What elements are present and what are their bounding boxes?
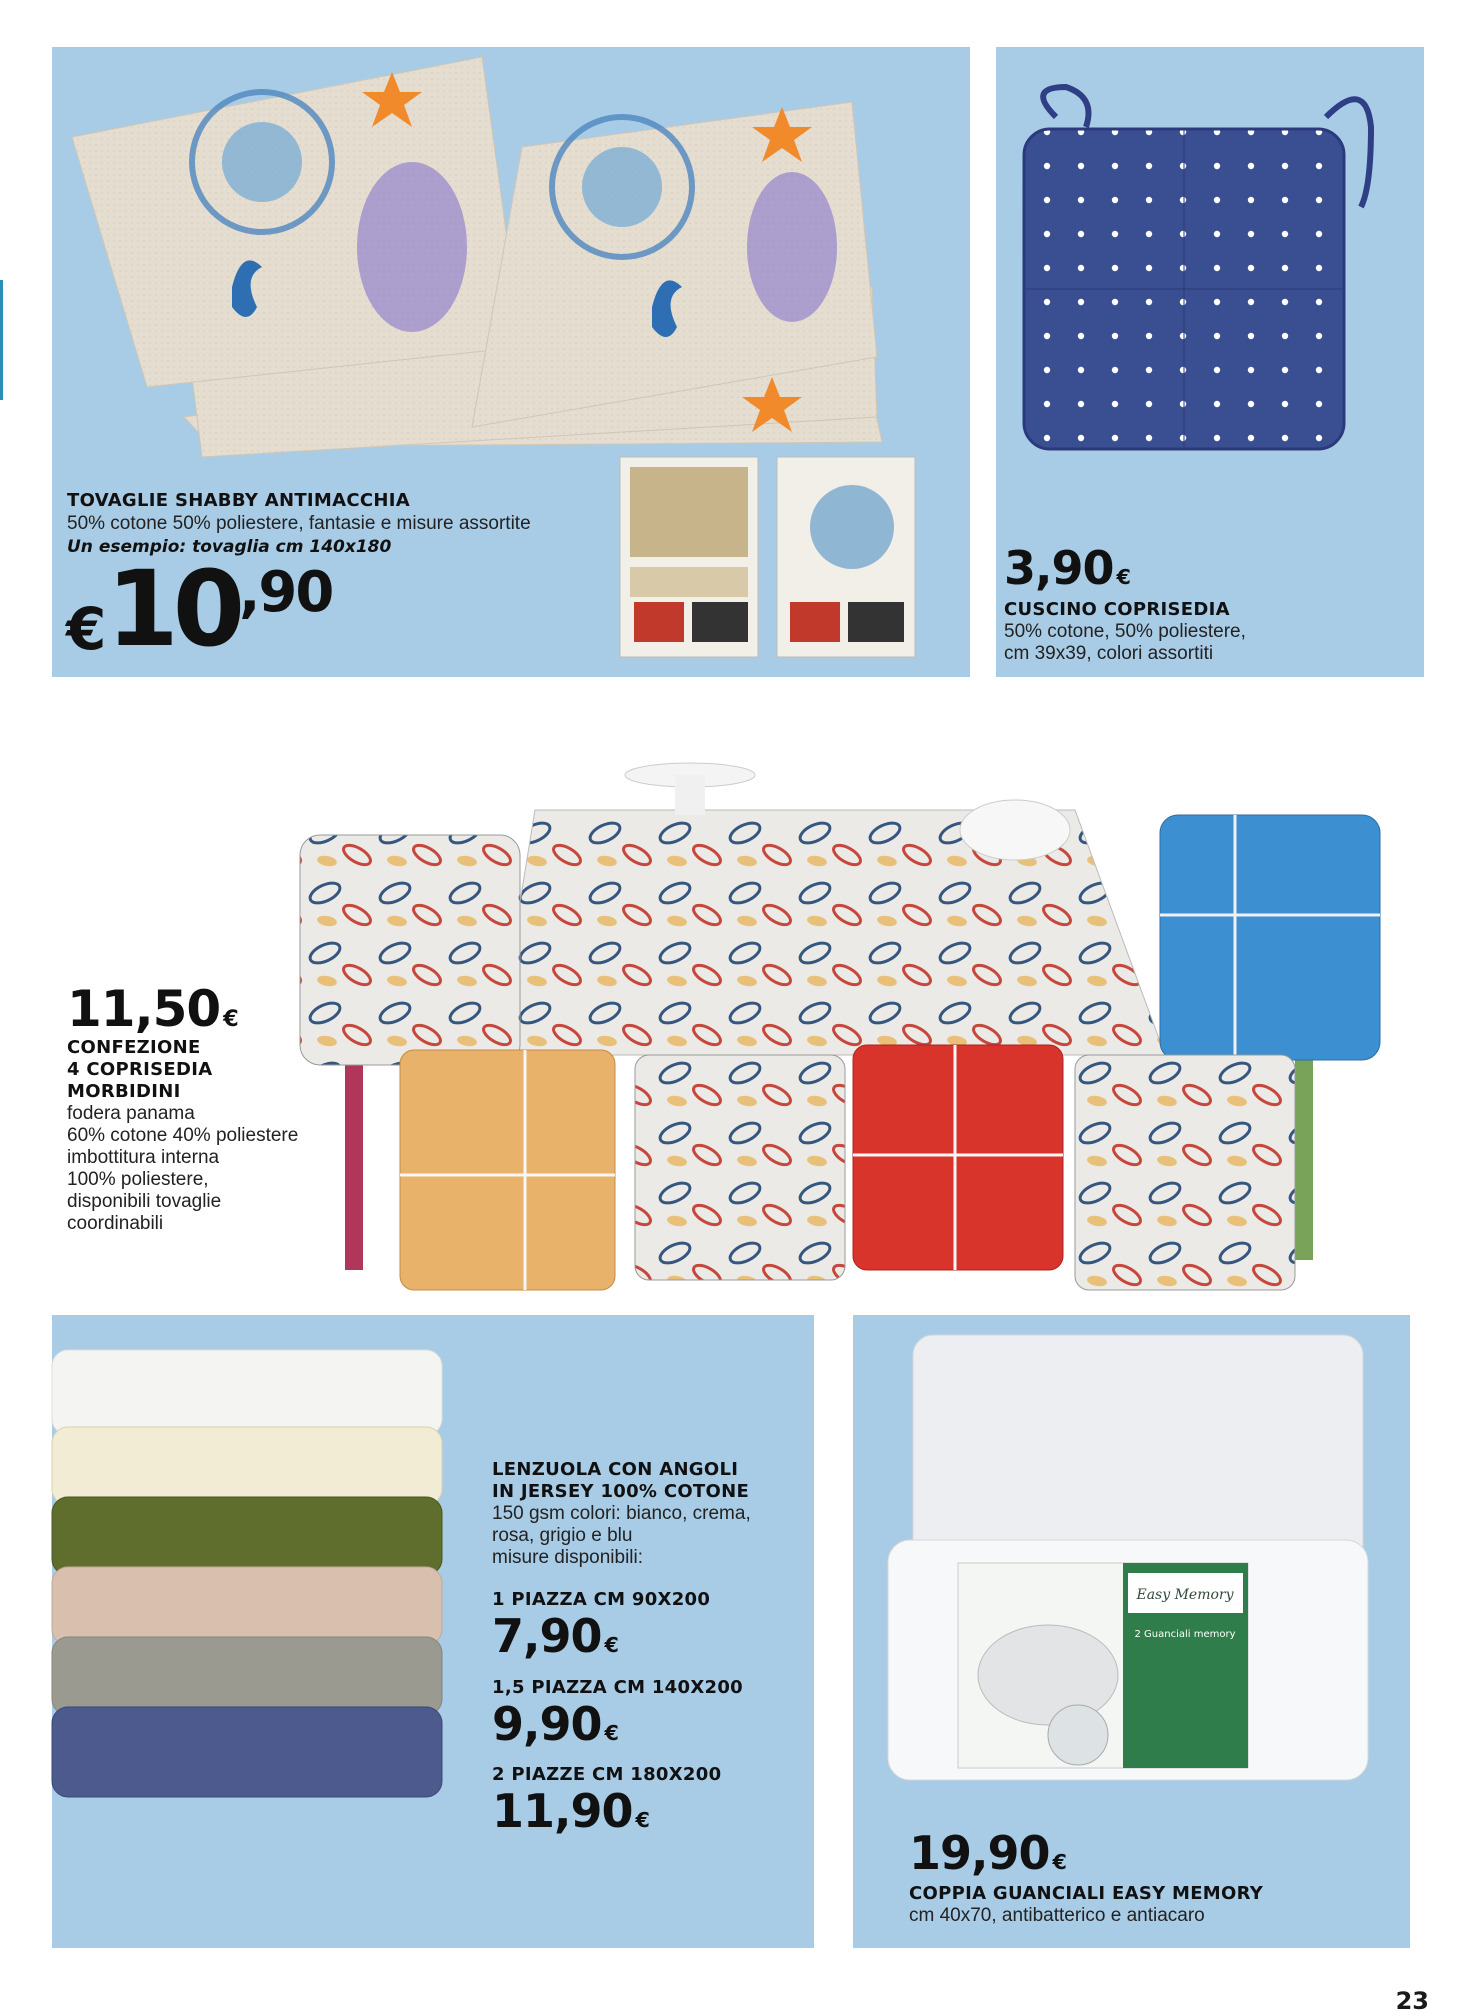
coprisedia-desc-4: 100% poliestere,: [67, 1169, 209, 1190]
tovaglie-price: [66, 548, 333, 670]
guanciali-desc: cm 40x70, antibatterico e antiacaro: [909, 1905, 1205, 1926]
coprisedia-price: [67, 980, 239, 1038]
size-price-double: [492, 1784, 650, 1838]
price-currency: €: [66, 595, 107, 663]
price-currency: €: [635, 1808, 650, 1832]
cuscino-desc-2: cm 39x39, colori assortiti: [1004, 643, 1214, 664]
cuscino-price: [1004, 541, 1131, 595]
lenzuola-desc-2: rosa, grigio e blu: [492, 1525, 633, 1546]
tovaglie-title: TOVAGLIE SHABBY ANTIMACCHIA: [67, 490, 410, 511]
lenzuola-desc-1: 150 gsm colori: bianco, crema,: [492, 1503, 751, 1524]
pillows-image: [853, 1315, 1410, 1795]
tovaglie-description: 50% cotone 50% poliestere, fantasie e misure assortite: [67, 513, 531, 534]
coprisedia-desc-1: fodera panama: [67, 1103, 195, 1124]
package-brand: Easy Memory: [1136, 1587, 1234, 1603]
cuscino-panel: [996, 47, 1424, 677]
price-currency: €: [604, 1633, 619, 1657]
lenzuola-title-1: LENZUOLA CON ANGOLI: [492, 1459, 739, 1480]
coprisedia-desc-3: imbottitura interna: [67, 1147, 220, 1168]
coprisedia-desc-2: 60% cotone 40% poliestere: [67, 1125, 299, 1146]
price-currency: €: [223, 1006, 239, 1032]
price-integer: 10: [106, 548, 240, 670]
page-edge-strip: [0, 280, 3, 400]
price-amount: 19,90: [909, 1826, 1050, 1880]
package-label: 2 Guanciali memory: [1134, 1629, 1236, 1640]
cuscino-title: CUSCINO COPRISEDIA: [1004, 599, 1230, 620]
lenzuola-desc-3: misure disponibili:: [492, 1547, 644, 1568]
tovaglie-panel: [52, 47, 970, 677]
coprisedia-desc-5: disponibili tovaglie: [67, 1191, 222, 1212]
seat-cushion-image: [996, 47, 1424, 467]
coprisedia-title-2: 4 COPRISEDIA: [67, 1059, 213, 1080]
lenzuola-panel: [52, 1315, 814, 1948]
guanciali-title: COPPIA GUANCIALI EASY MEMORY: [909, 1883, 1264, 1904]
folded-sheets-image: [52, 1315, 452, 1948]
size-label-one-and-half: 1,5 PIAZZA CM 140X200: [492, 1677, 743, 1698]
price-amount: 7,90: [492, 1609, 602, 1663]
coprisedia-desc-6: coordinabili: [67, 1213, 164, 1234]
price-amount: 11,90: [492, 1784, 633, 1838]
tovaglie-example: Un esempio: tovaglia cm 140x180: [67, 537, 392, 557]
coprisedia-title-1: CONFEZIONE: [67, 1037, 201, 1058]
size-price-one-and-half: [492, 1697, 619, 1751]
price-amount: 11,50: [67, 980, 221, 1038]
size-label-single: 1 PIAZZA CM 90X200: [492, 1589, 711, 1610]
table-and-cushions-image: [235, 755, 1445, 1310]
cuscino-desc-1: 50% cotone, 50% poliestere,: [1004, 621, 1246, 642]
price-decimal: ,90: [239, 560, 333, 625]
guanciali-panel: [853, 1315, 1410, 1948]
size-price-single: [492, 1609, 619, 1663]
size-label-double: 2 PIAZZE CM 180X200: [492, 1764, 722, 1785]
guanciali-price: [909, 1826, 1067, 1880]
page-number: 23: [1395, 1987, 1429, 2015]
lenzuola-title-2: IN JERSEY 100% COTONE: [492, 1481, 750, 1502]
price-currency: €: [604, 1721, 619, 1745]
coprisedia-title-3: MORBIDINI: [67, 1081, 181, 1102]
price-amount: 9,90: [492, 1697, 602, 1751]
price-currency: €: [1116, 565, 1131, 589]
price-amount: 3,90: [1004, 541, 1114, 595]
price-currency: €: [1052, 1850, 1067, 1874]
